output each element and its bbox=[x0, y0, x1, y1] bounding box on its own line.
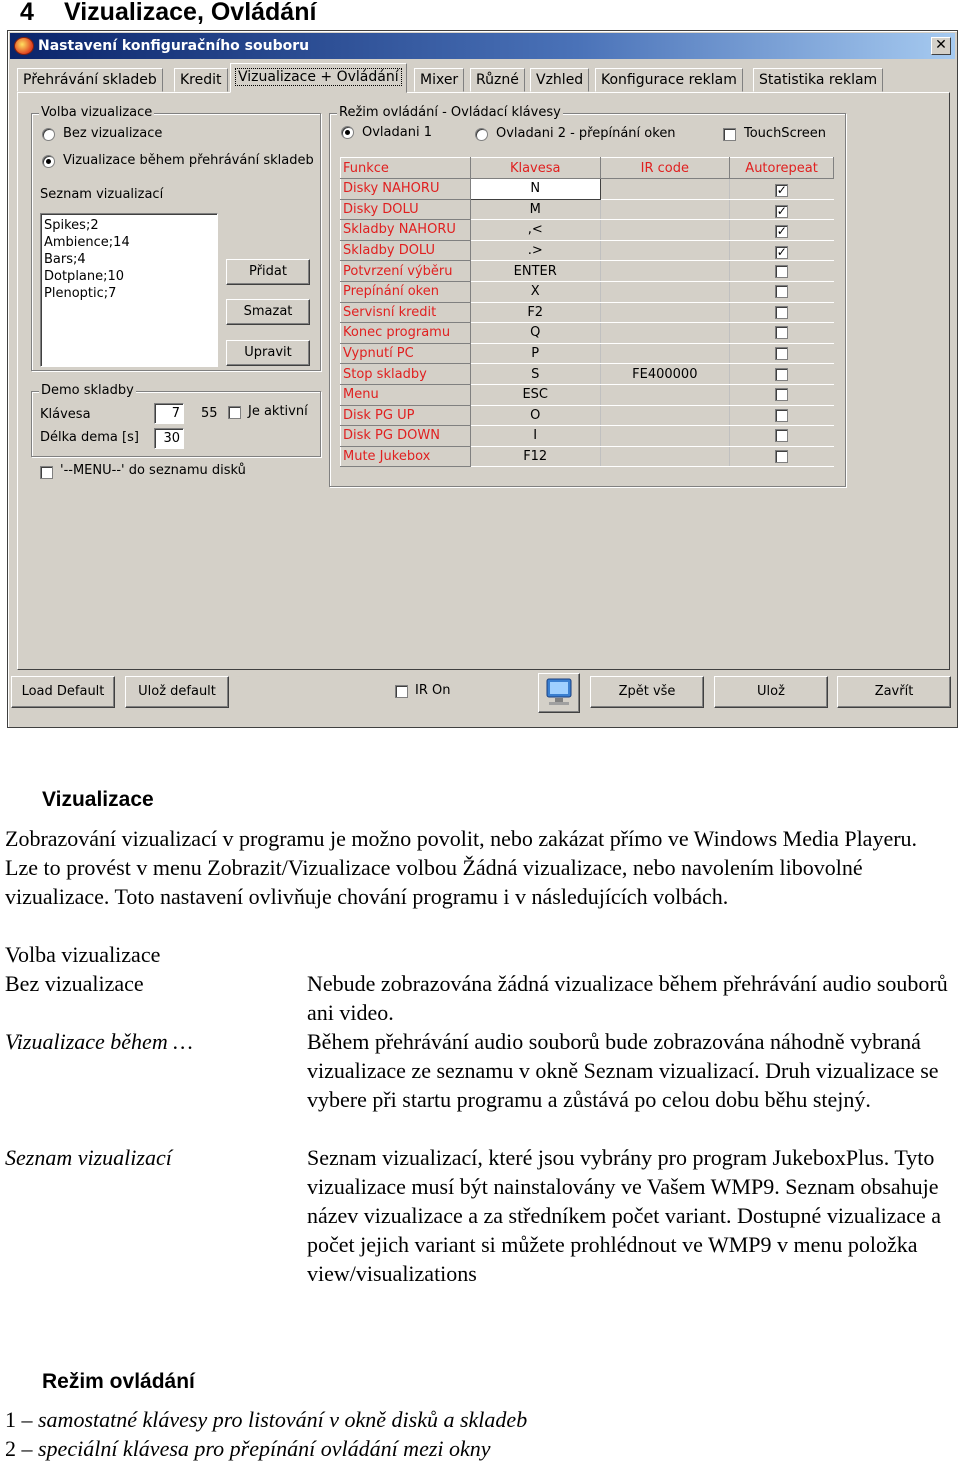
mode-1-line bbox=[5, 1405, 527, 1434]
autorepeat-checkbox[interactable] bbox=[775, 347, 788, 360]
autorepeat-cell bbox=[730, 323, 834, 344]
mode-1-text: samostatné klávesy pro listování v okně disků a skladeb bbox=[38, 1407, 528, 1432]
demo-key-code: 55 bbox=[201, 406, 218, 421]
tab-ad-stats[interactable]: Statistika reklam bbox=[753, 68, 883, 92]
key-cell[interactable]: X bbox=[470, 281, 600, 302]
table-row[interactable] bbox=[341, 364, 834, 385]
autorepeat-cell bbox=[730, 261, 834, 282]
tab-appearance[interactable]: Vzhled bbox=[530, 68, 589, 92]
radio-mode-1-label: Ovladani 1 bbox=[362, 125, 432, 140]
ir-code-cell[interactable] bbox=[600, 302, 730, 323]
ir-code-cell[interactable] bbox=[600, 179, 730, 200]
key-cell[interactable]: Q bbox=[470, 323, 600, 344]
radio-mode-2[interactable] bbox=[475, 128, 488, 141]
save-default-button[interactable]: Ulož default bbox=[125, 676, 229, 708]
section-number: 4 bbox=[20, 0, 34, 26]
ir-code-cell[interactable] bbox=[600, 261, 730, 282]
autorepeat-checkbox[interactable]: ✓ bbox=[776, 183, 787, 198]
function-cell: Disky NAHORU bbox=[341, 179, 471, 200]
ir-code-cell[interactable] bbox=[600, 323, 730, 344]
def-no-visualization: Nebude zobrazována žádná vizualizace během přehrávání audio souborů ani video. bbox=[307, 971, 948, 1025]
list-item[interactable]: Plenoptic;7 bbox=[44, 286, 117, 301]
tab-mixer[interactable]: Mixer bbox=[414, 68, 464, 92]
app-icon bbox=[14, 37, 34, 55]
demo-active-checkbox[interactable] bbox=[228, 406, 241, 419]
dialog-titlebar[interactable] bbox=[10, 33, 955, 59]
column-header-ir-code: IR code bbox=[600, 158, 730, 179]
ir-code-cell[interactable] bbox=[600, 220, 730, 241]
radio-mode-2-label: Ovladani 2 - přepínání oken bbox=[496, 126, 676, 141]
demo-key-label: Klávesa bbox=[40, 407, 91, 422]
table-row[interactable] bbox=[341, 179, 834, 200]
function-cell: Konec programu bbox=[341, 323, 471, 344]
paragraph-volba: Volba vizualizace bbox=[5, 942, 161, 967]
key-cell[interactable]: F12 bbox=[470, 446, 600, 467]
table-row[interactable] bbox=[341, 323, 834, 344]
delete-button[interactable]: Smazat bbox=[226, 299, 310, 325]
list-item[interactable]: Dotplane;10 bbox=[44, 269, 125, 284]
demo-length-input[interactable]: 30 bbox=[154, 428, 184, 449]
autorepeat-checkbox[interactable] bbox=[775, 409, 788, 422]
computer-icon-button[interactable] bbox=[538, 673, 580, 713]
autorepeat-checkbox[interactable] bbox=[775, 368, 788, 381]
autorepeat-checkbox[interactable] bbox=[775, 306, 788, 319]
table-row[interactable] bbox=[341, 405, 834, 426]
radio-mode-1[interactable] bbox=[341, 126, 354, 139]
ir-code-cell[interactable] bbox=[600, 405, 730, 426]
table-row[interactable] bbox=[341, 343, 834, 364]
heading-control-mode: Režim ovládání bbox=[42, 1370, 195, 1393]
radio-visualization-during-label: Vizualizace během přehrávání skladeb bbox=[63, 153, 314, 168]
ir-code-cell[interactable] bbox=[600, 240, 730, 261]
ir-code-cell[interactable] bbox=[600, 343, 730, 364]
mode-2-prefix: 2 – bbox=[5, 1436, 33, 1461]
mode-2-text: speciální klávesa pro přepínání ovládání mezi okny bbox=[38, 1436, 491, 1461]
autorepeat-checkbox[interactable] bbox=[775, 450, 788, 463]
ir-code-cell[interactable] bbox=[600, 426, 730, 447]
table-row[interactable] bbox=[341, 281, 834, 302]
autorepeat-checkbox[interactable] bbox=[775, 265, 788, 278]
function-cell: Servisní kredit bbox=[341, 302, 471, 323]
paragraph-visualization: Zobrazování vizualizací v programu je možno povolit, nebo zakázat přímo ve Windows Media Playeru. Lze to provést v menu Zobrazit/Vizualizace volbou Žádná vizualizace, nebo navolením libovolné vizualizace. Toto nastavení ovlivňuje chování programu i v následujících volbách. bbox=[5, 826, 918, 909]
function-cell: Disk PG DOWN bbox=[341, 426, 471, 447]
function-cell: Prepínání oken bbox=[341, 281, 471, 302]
autorepeat-cell bbox=[730, 281, 834, 302]
column-header-autorepeat: Autorepeat bbox=[730, 158, 834, 179]
list-item[interactable]: Spikes;2 bbox=[44, 218, 99, 233]
menu-to-disk-list-label: '--MENU--' do seznamu disků bbox=[60, 463, 246, 478]
autorepeat-cell bbox=[730, 343, 834, 364]
load-default-button[interactable]: Load Default bbox=[11, 676, 115, 708]
autorepeat-cell bbox=[730, 302, 834, 323]
tab-playback[interactable]: Přehrávání skladeb bbox=[17, 68, 163, 92]
key-cell[interactable]: O bbox=[470, 405, 600, 426]
table-row[interactable] bbox=[341, 426, 834, 447]
visualization-listbox[interactable] bbox=[40, 213, 218, 367]
close-icon[interactable]: ✕ bbox=[931, 37, 951, 55]
ir-code-cell[interactable]: FE400000 bbox=[600, 364, 730, 385]
table-row[interactable] bbox=[341, 199, 834, 220]
dialog-title: Nastavení konfiguračního souboru bbox=[38, 38, 310, 54]
key-cell[interactable]: ENTER bbox=[470, 261, 600, 282]
def-visualization-during: Během přehrávání audio souborů bude zobrazována náhodně vybraná vizualizace ze seznamu v okně Seznam vizualizací. Druh vizualizace se vybere při startu programu a zůstává po celou dobu běhu stejný. bbox=[307, 1029, 939, 1112]
visualization-group-title: Volba vizualizace bbox=[41, 105, 153, 120]
function-cell: Skladby DOLU bbox=[341, 240, 471, 261]
key-cell[interactable]: S bbox=[470, 364, 600, 385]
radio-no-visualization[interactable] bbox=[42, 128, 55, 141]
autorepeat-cell bbox=[730, 199, 834, 220]
table-row[interactable] bbox=[341, 446, 834, 467]
key-cell[interactable]: ESC bbox=[470, 384, 600, 405]
function-cell: Vypnutí PC bbox=[341, 343, 471, 364]
table-row[interactable] bbox=[341, 220, 834, 241]
control-mode-group-title: Režim ovládání - Ovládací klávesy bbox=[339, 105, 561, 120]
demo-group-title: Demo skladby bbox=[41, 383, 134, 398]
ir-code-cell[interactable] bbox=[600, 446, 730, 467]
function-cell: Stop skladby bbox=[341, 364, 471, 385]
autorepeat-cell bbox=[730, 179, 834, 200]
computer-icon bbox=[539, 674, 579, 712]
autorepeat-cell bbox=[730, 240, 834, 261]
visualization-list-label: Seznam vizualizací bbox=[40, 187, 164, 202]
mode-1-prefix: 1 – bbox=[5, 1407, 33, 1432]
autorepeat-checkbox[interactable]: ✓ bbox=[776, 224, 787, 239]
autorepeat-checkbox[interactable]: ✓ bbox=[776, 203, 787, 218]
function-cell: Disky DOLU bbox=[341, 199, 471, 220]
menu-to-disk-list-checkbox[interactable] bbox=[40, 466, 53, 479]
function-cell: Mute Jukebox bbox=[341, 446, 471, 467]
table-row[interactable] bbox=[341, 384, 834, 405]
autorepeat-cell bbox=[730, 446, 834, 467]
autorepeat-checkbox[interactable] bbox=[775, 326, 788, 339]
autorepeat-cell bbox=[730, 384, 834, 405]
column-header-key: Klavesa bbox=[470, 158, 600, 179]
close-button[interactable]: Zavřít bbox=[837, 676, 951, 708]
radio-no-visualization-label: Bez vizualizace bbox=[63, 126, 163, 141]
tab-misc[interactable]: Různé bbox=[470, 68, 525, 92]
tab-credit[interactable]: Kredit bbox=[174, 68, 228, 92]
autorepeat-cell bbox=[730, 426, 834, 447]
section-title: Vizualizace, Ovládání bbox=[64, 0, 317, 26]
key-cell[interactable]: P bbox=[470, 343, 600, 364]
function-cell: Disk PG UP bbox=[341, 405, 471, 426]
ir-on-label: IR On bbox=[415, 683, 451, 698]
function-cell: Skladby NAHORU bbox=[341, 220, 471, 241]
key-cell[interactable]: F2 bbox=[470, 302, 600, 323]
ir-code-cell[interactable] bbox=[600, 281, 730, 302]
touchscreen-checkbox[interactable] bbox=[723, 128, 736, 141]
touchscreen-label: TouchScreen bbox=[744, 126, 827, 141]
ir-code-cell[interactable] bbox=[600, 199, 730, 220]
revert-all-button[interactable]: Zpět vše bbox=[590, 676, 704, 708]
key-cell[interactable]: N bbox=[470, 179, 600, 200]
ir-on-checkbox[interactable] bbox=[395, 685, 408, 698]
keys-table bbox=[340, 157, 834, 467]
autorepeat-checkbox[interactable]: ✓ bbox=[776, 245, 787, 260]
section-heading bbox=[20, 0, 316, 27]
table-row[interactable] bbox=[341, 302, 834, 323]
key-cell[interactable]: .> bbox=[470, 240, 600, 261]
radio-visualization-during[interactable] bbox=[42, 155, 55, 168]
column-header-function: Funkce bbox=[341, 158, 471, 179]
mode-2-line bbox=[5, 1434, 491, 1463]
keys-table-header bbox=[341, 158, 834, 179]
tab-visualization-controls[interactable]: Vizualizace + Ovládání bbox=[230, 63, 407, 93]
function-cell: Menu bbox=[341, 384, 471, 405]
term-visualization-list: Seznam vizualizací bbox=[5, 1145, 172, 1170]
demo-length-label: Délka dema [s] bbox=[40, 430, 139, 445]
key-cell[interactable]: I bbox=[470, 426, 600, 447]
autorepeat-cell bbox=[730, 220, 834, 241]
autorepeat-checkbox[interactable] bbox=[775, 388, 788, 401]
autorepeat-cell bbox=[730, 364, 834, 385]
term-no-visualization: Bez vizualizace bbox=[5, 971, 144, 996]
settings-dialog bbox=[7, 30, 958, 728]
function-cell: Potvrzení výběru bbox=[341, 261, 471, 282]
autorepeat-checkbox[interactable] bbox=[775, 285, 788, 298]
autorepeat-cell bbox=[730, 405, 834, 426]
term-visualization-during: Vizualizace během … bbox=[5, 1029, 193, 1054]
key-cell[interactable]: ,< bbox=[470, 220, 600, 241]
autorepeat-checkbox[interactable] bbox=[775, 429, 788, 442]
add-button[interactable]: Přidat bbox=[226, 259, 310, 285]
demo-active-label: Je aktivní bbox=[248, 404, 308, 419]
table-row[interactable] bbox=[341, 261, 834, 282]
def-visualization-list: Seznam vizualizací, které jsou vybrány pro program JukeboxPlus. Tyto vizualizace musí být nainstalovány ve Vašem WMP9. Seznam obsahuje název vizualizace a za středníkem počet variant. Dostupné vizualizace a počet jejich variant si můžete prohlédnout ve WMP9 v menu položka view/visualizations bbox=[307, 1145, 942, 1286]
key-cell[interactable]: M bbox=[470, 199, 600, 220]
save-button[interactable]: Ulož bbox=[714, 676, 828, 708]
heading-visualization: Vizualizace bbox=[42, 788, 154, 811]
ir-code-cell[interactable] bbox=[600, 384, 730, 405]
demo-key-input[interactable]: 7 bbox=[154, 403, 184, 424]
list-item[interactable]: Ambience;14 bbox=[44, 235, 130, 250]
edit-button[interactable]: Upravit bbox=[226, 340, 310, 366]
tab-ad-config[interactable]: Konfigurace reklam bbox=[595, 68, 743, 92]
list-item[interactable]: Bars;4 bbox=[44, 252, 86, 267]
table-row[interactable] bbox=[341, 240, 834, 261]
